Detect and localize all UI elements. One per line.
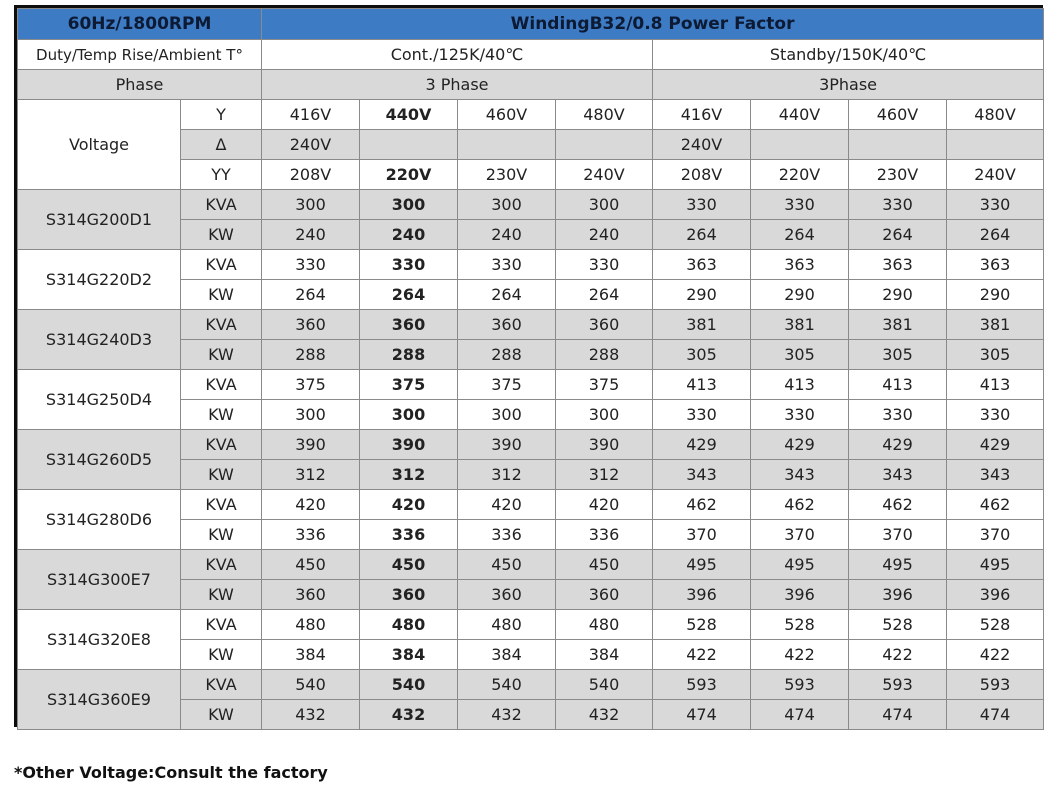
kw-value: 305	[947, 340, 1044, 370]
voltage-cell: 240V	[947, 160, 1044, 190]
kw-value: 474	[751, 700, 849, 730]
kva-value: 413	[653, 370, 751, 400]
header-row	[18, 9, 1044, 40]
kva-value: 360	[262, 310, 360, 340]
kw-value: 360	[556, 580, 653, 610]
unit-kw-label: KW	[181, 640, 262, 670]
kva-value: 413	[849, 370, 947, 400]
kw-value: 290	[751, 280, 849, 310]
kw-value: 240	[262, 220, 360, 250]
kva-value: 593	[751, 670, 849, 700]
kva-value: 300	[556, 190, 653, 220]
duty-standby: Standby/150K/40℃	[653, 40, 1044, 70]
kva-value: 381	[653, 310, 751, 340]
phase-label: Phase	[18, 70, 262, 100]
duty-cont: Cont./125K/40℃	[262, 40, 653, 70]
rating-table	[17, 8, 1044, 730]
kva-value: 528	[653, 610, 751, 640]
kva-value: 360	[360, 310, 458, 340]
kva-value: 593	[947, 670, 1044, 700]
kw-value: 330	[653, 400, 751, 430]
kva-value: 462	[849, 490, 947, 520]
voltage-cell: 480V	[556, 100, 653, 130]
kva-value: 593	[849, 670, 947, 700]
kva-value: 528	[849, 610, 947, 640]
model-kva-row	[18, 550, 1044, 580]
kva-value: 540	[556, 670, 653, 700]
kva-value: 375	[360, 370, 458, 400]
kva-value: 330	[653, 190, 751, 220]
kva-value: 429	[947, 430, 1044, 460]
kw-value: 300	[458, 400, 556, 430]
kva-value: 330	[556, 250, 653, 280]
kw-value: 422	[751, 640, 849, 670]
model-name: S314G240D3	[18, 310, 181, 370]
voltage-cell	[849, 130, 947, 160]
model-name: S314G260D5	[18, 430, 181, 490]
unit-kw-label: KW	[181, 520, 262, 550]
kw-value: 384	[262, 640, 360, 670]
kw-value: 370	[653, 520, 751, 550]
phase-row	[18, 70, 1044, 100]
model-name: S314G280D6	[18, 490, 181, 550]
kw-value: 300	[262, 400, 360, 430]
rating-table-frame	[14, 5, 1043, 727]
kw-value: 300	[556, 400, 653, 430]
voltage-cell: 416V	[653, 100, 751, 130]
voltage-row	[18, 100, 1044, 130]
voltage-cell: 220V	[751, 160, 849, 190]
kw-value: 474	[653, 700, 751, 730]
kw-value: 264	[653, 220, 751, 250]
kva-value: 330	[849, 190, 947, 220]
unit-kw-label: KW	[181, 220, 262, 250]
kva-value: 413	[751, 370, 849, 400]
kw-value: 312	[262, 460, 360, 490]
kva-value: 429	[849, 430, 947, 460]
kw-value: 343	[751, 460, 849, 490]
kva-value: 375	[458, 370, 556, 400]
kva-value: 330	[458, 250, 556, 280]
duty-row	[18, 40, 1044, 70]
kw-value: 432	[360, 700, 458, 730]
unit-kw-label: KW	[181, 580, 262, 610]
kva-value: 420	[556, 490, 653, 520]
duty-label: Duty/Temp Rise/Ambient T°	[18, 40, 262, 70]
kva-value: 390	[556, 430, 653, 460]
voltage-label: Voltage	[18, 100, 181, 190]
model-kva-row	[18, 430, 1044, 460]
kva-value: 330	[262, 250, 360, 280]
kva-value: 360	[556, 310, 653, 340]
unit-kva-label: KVA	[181, 190, 262, 220]
kw-value: 305	[751, 340, 849, 370]
footnote: *Other Voltage:Consult the factory	[14, 763, 328, 782]
kw-value: 288	[458, 340, 556, 370]
unit-kva-label: KVA	[181, 490, 262, 520]
voltage-cell: 240V	[262, 130, 360, 160]
kw-value: 336	[556, 520, 653, 550]
kw-value: 264	[947, 220, 1044, 250]
voltage-cell: 230V	[458, 160, 556, 190]
voltage-cell: 460V	[458, 100, 556, 130]
kw-value: 432	[556, 700, 653, 730]
model-kva-row	[18, 310, 1044, 340]
kw-value: 330	[849, 400, 947, 430]
kva-value: 540	[458, 670, 556, 700]
voltage-connection-symbol: Δ	[181, 130, 262, 160]
kva-value: 363	[751, 250, 849, 280]
kw-value: 264	[849, 220, 947, 250]
kva-value: 462	[751, 490, 849, 520]
kw-value: 474	[947, 700, 1044, 730]
kva-value: 363	[947, 250, 1044, 280]
kva-value: 330	[360, 250, 458, 280]
voltage-cell: 208V	[653, 160, 751, 190]
voltage-cell	[556, 130, 653, 160]
unit-kw-label: KW	[181, 700, 262, 730]
kw-value: 264	[458, 280, 556, 310]
kva-value: 363	[653, 250, 751, 280]
kva-value: 495	[653, 550, 751, 580]
kw-value: 343	[947, 460, 1044, 490]
kw-value: 312	[556, 460, 653, 490]
kw-value: 432	[262, 700, 360, 730]
winding-header: WindingB32/0.8 Power Factor	[262, 9, 1044, 40]
model-name: S314G250D4	[18, 370, 181, 430]
voltage-cell: 416V	[262, 100, 360, 130]
kw-value: 396	[849, 580, 947, 610]
kw-value: 370	[751, 520, 849, 550]
kva-value: 420	[458, 490, 556, 520]
unit-kva-label: KVA	[181, 610, 262, 640]
kva-value: 330	[751, 190, 849, 220]
kva-value: 390	[458, 430, 556, 460]
kw-value: 312	[360, 460, 458, 490]
voltage-cell	[751, 130, 849, 160]
kw-value: 240	[556, 220, 653, 250]
voltage-cell	[360, 130, 458, 160]
kw-value: 288	[360, 340, 458, 370]
phase-cont: 3 Phase	[262, 70, 653, 100]
kw-value: 343	[849, 460, 947, 490]
kva-value: 363	[849, 250, 947, 280]
kva-value: 495	[751, 550, 849, 580]
kw-value: 384	[458, 640, 556, 670]
kva-value: 300	[458, 190, 556, 220]
kva-value: 450	[458, 550, 556, 580]
kw-value: 422	[653, 640, 751, 670]
kw-value: 290	[653, 280, 751, 310]
kw-value: 288	[262, 340, 360, 370]
unit-kva-label: KVA	[181, 370, 262, 400]
kw-value: 336	[458, 520, 556, 550]
voltage-connection-symbol: Y	[181, 100, 262, 130]
kw-value: 396	[947, 580, 1044, 610]
kva-value: 480	[556, 610, 653, 640]
kva-value: 450	[360, 550, 458, 580]
frequency-header: 60Hz/1800RPM	[18, 9, 262, 40]
kva-value: 450	[556, 550, 653, 580]
model-name: S314G300E7	[18, 550, 181, 610]
voltage-cell: 240V	[653, 130, 751, 160]
kva-value: 495	[849, 550, 947, 580]
kva-value: 480	[262, 610, 360, 640]
kw-value: 264	[262, 280, 360, 310]
kw-value: 290	[849, 280, 947, 310]
model-name: S314G360E9	[18, 670, 181, 730]
kva-value: 420	[360, 490, 458, 520]
voltage-cell: 230V	[849, 160, 947, 190]
kw-value: 336	[262, 520, 360, 550]
kw-value: 240	[458, 220, 556, 250]
kva-value: 413	[947, 370, 1044, 400]
kva-value: 360	[458, 310, 556, 340]
kva-value: 330	[947, 190, 1044, 220]
kva-value: 528	[751, 610, 849, 640]
kw-value: 288	[556, 340, 653, 370]
kw-value: 474	[849, 700, 947, 730]
kw-value: 384	[556, 640, 653, 670]
voltage-connection-symbol: YY	[181, 160, 262, 190]
kva-value: 300	[360, 190, 458, 220]
kw-value: 330	[751, 400, 849, 430]
kva-value: 593	[653, 670, 751, 700]
kw-value: 264	[751, 220, 849, 250]
voltage-cell: 208V	[262, 160, 360, 190]
voltage-cell: 440V	[360, 100, 458, 130]
kw-value: 360	[360, 580, 458, 610]
kw-value: 312	[458, 460, 556, 490]
kw-value: 300	[360, 400, 458, 430]
kw-value: 240	[360, 220, 458, 250]
kva-value: 381	[849, 310, 947, 340]
voltage-cell	[458, 130, 556, 160]
kva-value: 540	[262, 670, 360, 700]
kw-value: 305	[849, 340, 947, 370]
voltage-cell: 240V	[556, 160, 653, 190]
unit-kva-label: KVA	[181, 670, 262, 700]
model-kva-row	[18, 610, 1044, 640]
kva-value: 528	[947, 610, 1044, 640]
kva-value: 375	[262, 370, 360, 400]
kva-value: 450	[262, 550, 360, 580]
unit-kw-label: KW	[181, 280, 262, 310]
voltage-cell: 440V	[751, 100, 849, 130]
kva-value: 375	[556, 370, 653, 400]
kva-value: 390	[262, 430, 360, 460]
kva-value: 381	[947, 310, 1044, 340]
kw-value: 343	[653, 460, 751, 490]
kw-value: 422	[849, 640, 947, 670]
kva-value: 300	[262, 190, 360, 220]
kw-value: 264	[360, 280, 458, 310]
phase-standby: 3Phase	[653, 70, 1044, 100]
kw-value: 360	[458, 580, 556, 610]
unit-kva-label: KVA	[181, 250, 262, 280]
voltage-cell: 460V	[849, 100, 947, 130]
voltage-cell	[947, 130, 1044, 160]
unit-kw-label: KW	[181, 340, 262, 370]
kw-value: 370	[947, 520, 1044, 550]
kva-value: 429	[653, 430, 751, 460]
kw-value: 396	[751, 580, 849, 610]
kva-value: 420	[262, 490, 360, 520]
kw-value: 264	[556, 280, 653, 310]
kva-value: 390	[360, 430, 458, 460]
kw-value: 305	[653, 340, 751, 370]
model-name: S314G320E8	[18, 610, 181, 670]
kw-value: 396	[653, 580, 751, 610]
kva-value: 381	[751, 310, 849, 340]
kva-value: 540	[360, 670, 458, 700]
kva-value: 480	[360, 610, 458, 640]
kw-value: 370	[849, 520, 947, 550]
model-kva-row	[18, 670, 1044, 700]
unit-kva-label: KVA	[181, 430, 262, 460]
model-name: S314G200D1	[18, 190, 181, 250]
kva-value: 495	[947, 550, 1044, 580]
model-kva-row	[18, 370, 1044, 400]
unit-kva-label: KVA	[181, 310, 262, 340]
kw-value: 422	[947, 640, 1044, 670]
model-kva-row	[18, 250, 1044, 280]
kw-value: 330	[947, 400, 1044, 430]
unit-kw-label: KW	[181, 400, 262, 430]
kw-value: 336	[360, 520, 458, 550]
voltage-cell: 480V	[947, 100, 1044, 130]
kva-value: 429	[751, 430, 849, 460]
kva-value: 462	[947, 490, 1044, 520]
voltage-cell: 220V	[360, 160, 458, 190]
model-kva-row	[18, 490, 1044, 520]
kw-value: 432	[458, 700, 556, 730]
kva-value: 480	[458, 610, 556, 640]
kw-value: 384	[360, 640, 458, 670]
model-name: S314G220D2	[18, 250, 181, 310]
model-kva-row	[18, 190, 1044, 220]
kw-value: 360	[262, 580, 360, 610]
kva-value: 462	[653, 490, 751, 520]
unit-kw-label: KW	[181, 460, 262, 490]
unit-kva-label: KVA	[181, 550, 262, 580]
kw-value: 290	[947, 280, 1044, 310]
